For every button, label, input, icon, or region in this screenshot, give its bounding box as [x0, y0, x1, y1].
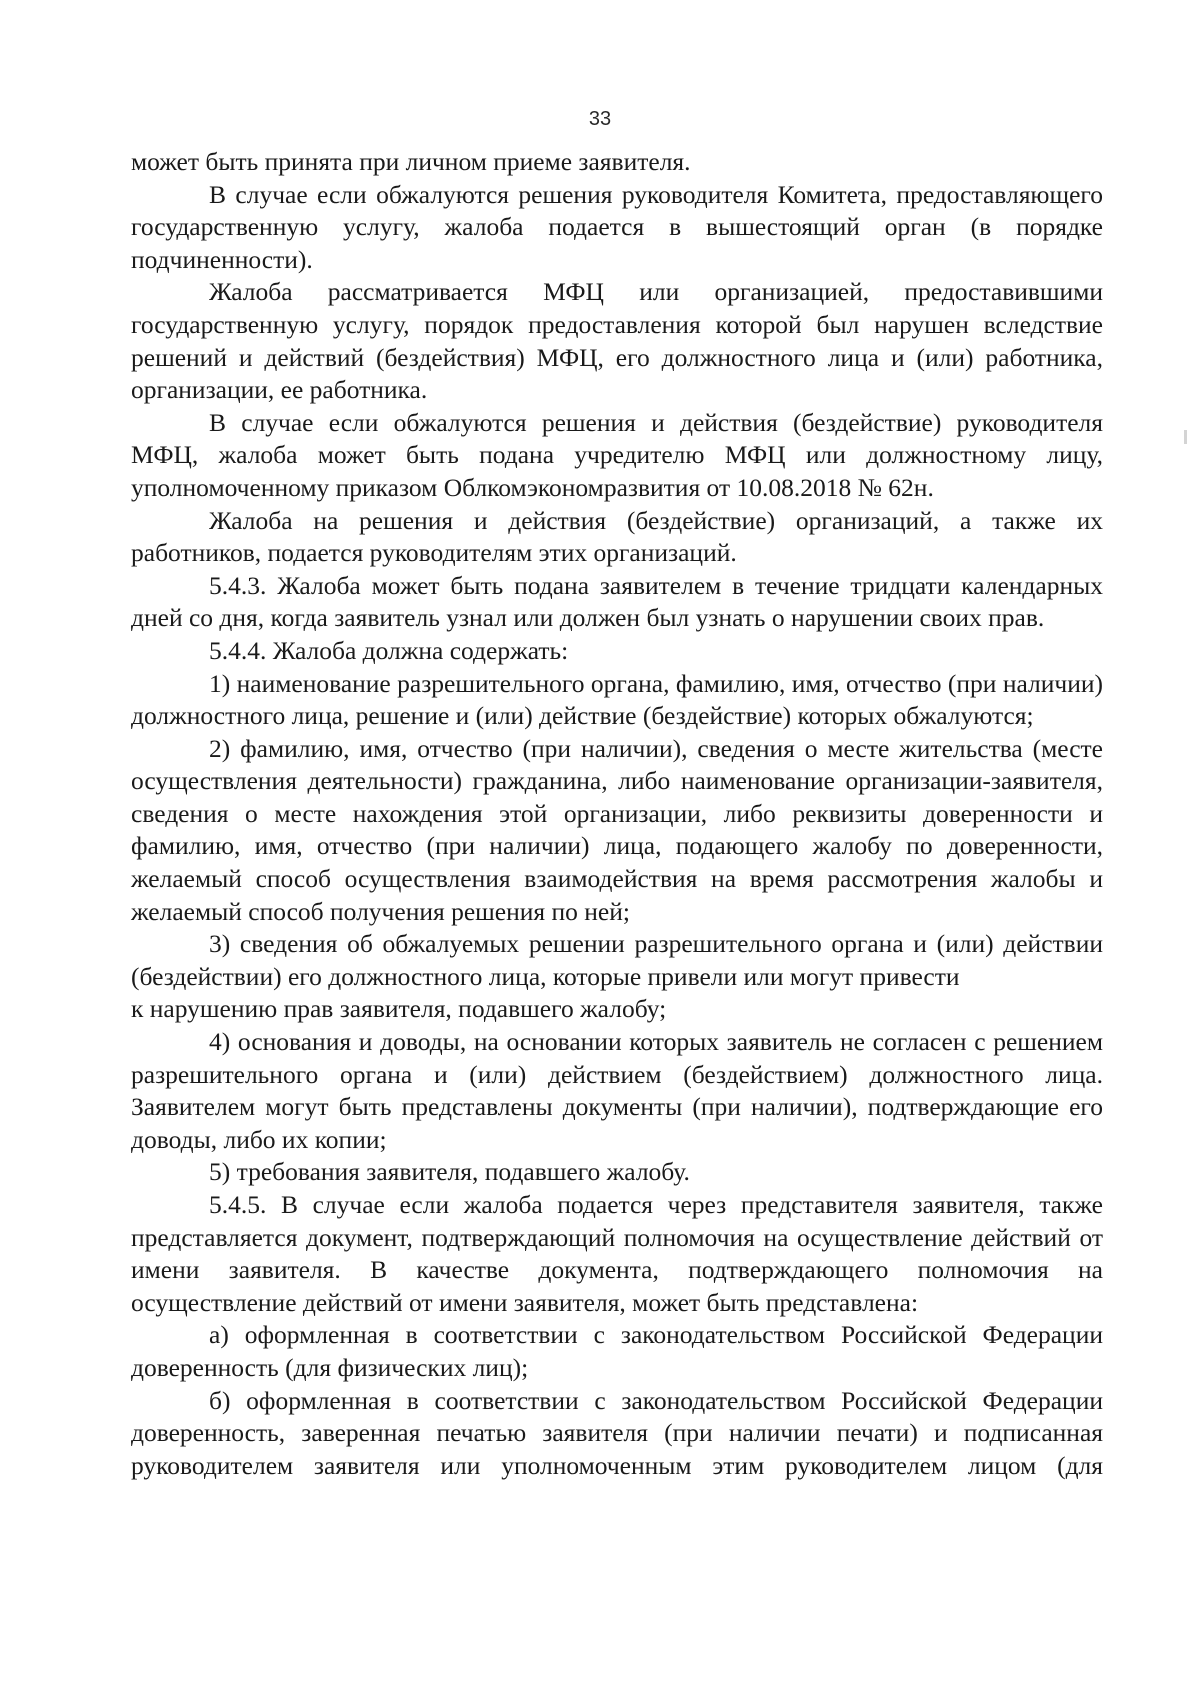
paragraph: В случае если обжалуются решения руководителя Комитета, предоставляющего государственную услугу, жалоба подается в вышестоящий орган (в порядке подчиненности).: [131, 179, 1103, 274]
paragraph: 5.4.3. Жалоба может быть подана заявителем в течение тридцати календарных дней со дня, когда заявитель узнал или должен был узнать о нарушении своих прав.: [131, 570, 1103, 633]
list-item: 3) сведения об обжалуемых решении разрешительного органа и (или) действии (бездействии) его должностного лица, которые привели или могут привести: [131, 929, 1103, 991]
list-item: 2) фамилию, имя, отчество (при наличии), сведения о месте жительства (месте осуществления деятельности) гражданина, либо наименование организации-заявителя, сведения о месте нахождения этой организации, либо реквизиты доверенности и фамилию, имя, отчество (при наличии) лица, подающего жалобу по доверенности, желаемый способ осуществления взаимодействия на время рассмотрения жалобы и желаемый способ получения решения по ней;: [131, 733, 1103, 926]
list-item-continuation: к нарушению прав заявителя, подавшего жалобу;: [131, 994, 667, 1024]
paragraph: В случае если обжалуются решения и действия (бездействие) руководителя МФЦ, жалоба может быть подана учредителю МФЦ или должностному лицу, уполномоченному приказом Облкомэкономразвития от 10.08.2018 № 62н.: [131, 407, 1103, 502]
margin-mark: [1184, 430, 1187, 444]
paragraph: Жалоба на решения и действия (бездействие) организаций, а также их работников, подается руководителям этих организаций.: [131, 505, 1103, 568]
paragraph: Жалоба рассматривается МФЦ или организацией, предоставившими государственную услугу, порядок предоставления которой был нарушен вследствие решений и действий (бездействия) МФЦ, его должностного лица и (или) работника, организации, ее работника.: [131, 277, 1103, 405]
list-item: б) оформленная в соответствии с законодательством Российской Федерации доверенность, заверенная печатью заявителя (при наличии печати) и подписанная руководителем заявителя или уполномоченным этим руководителем лицом (для: [131, 1385, 1103, 1480]
list-item: 5) требования заявителя, подавшего жалобу.: [209, 1157, 690, 1187]
paragraph: может быть принята при личном приеме заявителя.: [131, 147, 691, 176]
list-item: 4) основания и доводы, на основании которых заявитель не согласен с решением разрешительного органа и (или) действием (бездействием) должностного лица. Заявителем могут быть представлены документы (при наличии), подтверждающие его доводы, либо их копии;: [131, 1027, 1103, 1154]
paragraph: 5.4.5. В случае если жалоба подается через представителя заявителя, также представляется документ, подтверждающий полномочия на осуществление действий от имени заявителя. В качестве документа, подтверждающего полномочия на осуществление действий от имени заявителя, может быть представлена:: [131, 1190, 1103, 1317]
paragraph: 5.4.4. Жалоба должна содержать:: [209, 635, 569, 665]
list-item: 1) наименование разрешительного органа, фамилию, имя, отчество (при наличии) должностного лица, решение и (или) действие (бездействие) которых обжалуются;: [131, 668, 1103, 731]
page-number: 33: [588, 108, 612, 130]
document-body: [131, 146, 1103, 1482]
list-item: а) оформленная в соответствии с законодательством Российской Федерации доверенность (для физических лиц);: [131, 1320, 1103, 1382]
